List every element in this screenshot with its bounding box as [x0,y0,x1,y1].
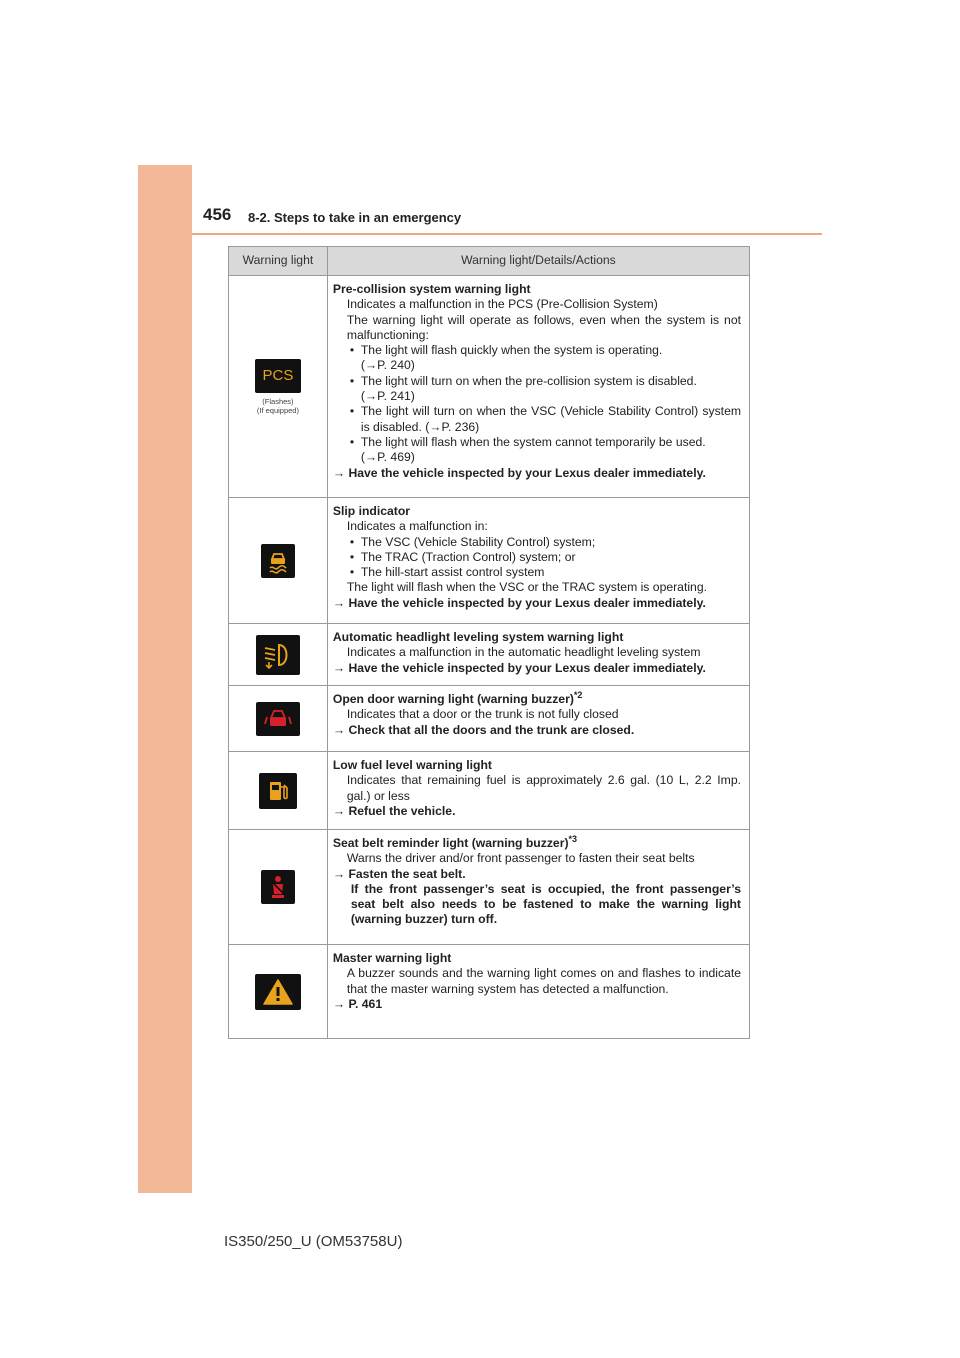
pcs-icon-label: PCS [262,366,294,384]
bullet-glyph: • [349,565,355,580]
item-description: Indicates a malfunction in the automatic headlight leveling system [346,645,701,660]
action-text [333,466,741,481]
slip-indicator-icon [261,544,295,578]
action-text [333,867,741,882]
item-title-text: Seat belt reminder light (warning buzzer) [332,836,569,850]
bullet-glyph: • [349,343,355,358]
details-cell [327,276,749,498]
action-text [333,661,741,676]
headlight-leveling-icon-shape [261,640,295,670]
bullet-glyph: • [349,534,355,549]
bullet-item [333,343,741,358]
icon-cell [229,276,328,498]
arrow-glyph: → [332,595,346,610]
item-title [332,833,741,851]
page-reference: (→P. 241) [360,389,415,404]
slip-indicator-icon-shape [265,548,291,574]
table-row [229,624,750,686]
table-row [229,752,750,830]
arrow-glyph: → [332,722,346,737]
details-cell [327,752,749,830]
bullet-text: The light will flash when the system cannot temporarily be used. [360,434,706,449]
item-description: Indicates a malfunction in the PCS (Pre-Collision System) [346,297,658,312]
open-door-icon-shape [263,706,293,732]
master-warning-icon [255,974,301,1010]
item-description: Indicates a malfunction in: [346,519,488,534]
action-label: Refuel the vehicle. [348,803,456,818]
warning-light-table [228,246,750,1039]
table-row [229,686,750,752]
bullet-item [333,565,741,580]
table-header-row [229,247,750,276]
footer-model-code: IS350/250_U (OM53758U) [224,1233,403,1250]
header-warning-light: Warning light [229,247,328,276]
bullet-text: The hill-start assist control system [360,565,545,580]
arrow-glyph: → [332,866,346,881]
item-title: Master warning light [332,951,452,965]
section-title: 8-2. Steps to take in an emergency [248,210,462,225]
action-text [333,596,741,611]
bullet-glyph: • [349,373,355,388]
item-description: Warns the driver and/or front passenger to fasten their seat belts [346,851,695,866]
table-row [229,830,750,945]
header-details-actions: Warning light/Details/Actions [327,247,749,276]
action-text [333,804,741,819]
details-cell [327,945,749,1039]
seat-belt-icon [261,870,295,904]
icon-cell [229,830,328,945]
page-reference: (→P. 469) [360,450,415,465]
page-reference: (→P. 240) [360,358,415,373]
bullet-item [333,550,741,565]
headlight-leveling-icon [256,635,300,675]
table-row [229,276,750,498]
side-color-bar [138,165,192,1193]
item-title: Low fuel level warning light [332,758,492,772]
arrow-glyph: → [332,660,346,675]
footnote-marker: *3 [568,833,578,844]
bullet-glyph: • [349,549,355,564]
action-label: Have the vehicle inspected by your Lexus dealer immediately. [348,595,706,610]
if-equipped-note: (If equipped) [256,405,299,415]
item-title: Pre-collision system warning light [332,282,531,296]
seat-belt-icon-shape [266,874,290,900]
item-description: The warning light will operate as follows, even when the system is not malfunctioning: [346,312,741,342]
icon-cell [229,945,328,1039]
action-label: P. 461 [348,996,383,1011]
details-cell [327,498,749,624]
item-title [332,689,741,707]
details-cell [327,686,749,752]
table-row [229,945,750,1039]
arrow-glyph: → [332,803,346,818]
bullet-text: The VSC (Vehicle Stability Control) system; [360,534,596,549]
action-label: Fasten the seat belt. [348,866,466,881]
bullet-text: The light will flash quickly when the system is operating. [360,343,663,358]
bullet-item [333,535,741,550]
open-door-icon [256,702,300,736]
action-text [333,723,741,738]
action-label: Check that all the doors and the trunk are closed. [348,722,635,737]
bullet-glyph: • [349,434,355,449]
footnote-marker: *2 [573,689,583,700]
item-title-text: Open door warning light (warning buzzer) [332,692,574,706]
item-description: Indicates that remaining fuel is approximately 2.6 gal. (10 L, 2.2 Imp. gal.) or less [346,773,741,803]
bullet-text: The TRAC (Traction Control) system; or [360,549,576,564]
pcs-warning-icon [255,359,301,393]
item-description: Indicates that a door or the trunk is not fully closed [346,707,619,722]
flashes-note: (Flashes) [262,396,294,406]
icon-cell [229,752,328,830]
action-detail: If the front passenger’s seat is occupied, the front passenger’s seat belt also needs to be fastened to make the warning light (warning buzzer) turn off. [350,881,741,927]
item-title: Automatic headlight leveling system warning light [332,630,624,644]
icon-cell [229,686,328,752]
page-number: 456 [203,205,232,224]
action-text [333,997,741,1012]
icon-cell [229,624,328,686]
low-fuel-icon [259,773,297,809]
table-row [229,498,750,624]
low-fuel-icon-shape [266,778,290,804]
bullet-text: The light will turn on when the VSC (Vehicle Stability Control) system is disabled. (→P. 236) [360,404,741,434]
action-label: Have the vehicle inspected by your Lexus dealer immediately. [348,660,706,675]
header-divider [192,233,822,235]
bullet-item [333,404,741,435]
details-cell [327,624,749,686]
icon-cell [229,498,328,624]
action-label: Have the vehicle inspected by your Lexus dealer immediately. [348,465,706,480]
arrow-glyph: → [332,996,346,1011]
item-title: Slip indicator [332,504,411,518]
bullet-item [333,435,741,450]
bullet-text: The light will turn on when the pre-collision system is disabled. [360,373,697,388]
details-cell [327,830,749,945]
master-warning-icon-shape [262,978,294,1006]
arrow-glyph: → [332,465,346,480]
bullet-item [333,374,741,389]
item-description: The light will flash when the VSC or the TRAC system is operating. [346,580,707,595]
bullet-glyph: • [349,404,355,419]
item-description: A buzzer sounds and the warning light comes on and flashes to indicate that the master warning system has detected a malfunction. [346,966,741,996]
